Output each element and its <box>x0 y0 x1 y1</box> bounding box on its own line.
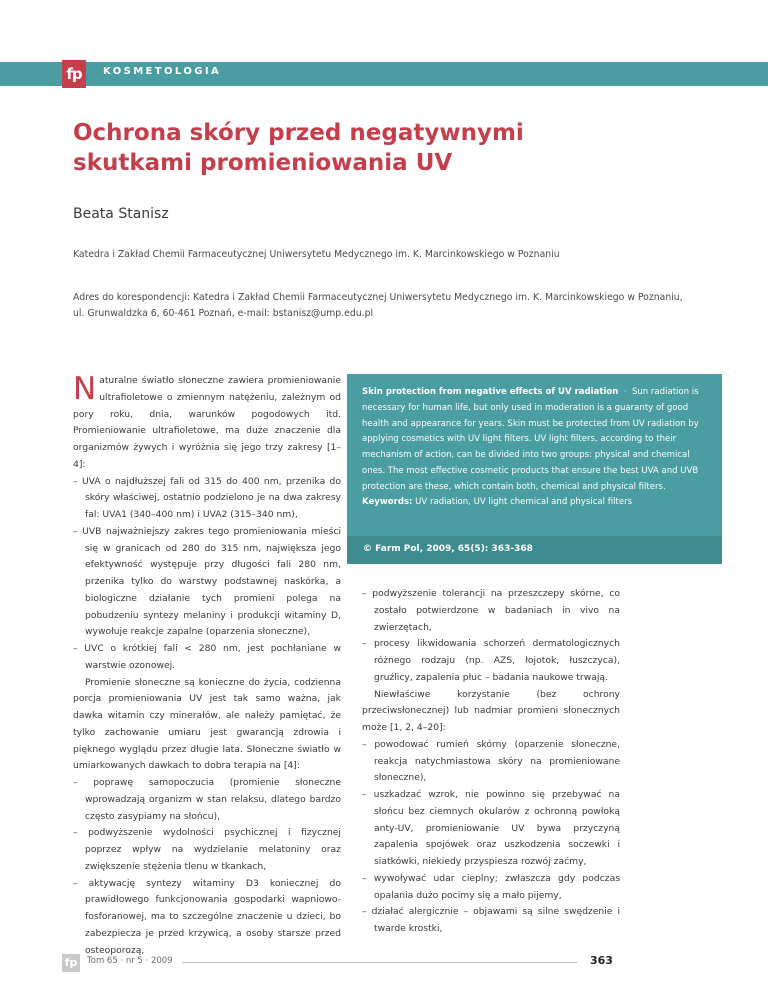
correspondence-line: ul. Grunwaldzka 6, 60-461 Poznań, e-mail: bstanisz@ump.edu.pl <box>73 308 374 319</box>
drop-cap: N <box>73 371 97 407</box>
abstract-heading: Skin protection from negative effects of UV radiation <box>362 387 619 397</box>
citation: © Farm Pol, 2009, 65(5): 363-368 <box>363 544 533 554</box>
body-paragraph: Naturalne światło słoneczne zawiera promieniowanie ultrafioletowe o zmiennym natężeniu, zależnym od pory roku, dnia, warunków pogodowych itd. Promieniowanie ultrafioletowe, ma duże znaczenie dla organizmów żywych i wyróżnia się jego trzy zakresy [1–4]: <box>73 371 341 470</box>
abstract-text <box>362 385 707 511</box>
list-item: – wywoływać udar cieplny; zwłaszcza gdy podczas opalania dużo pocimy się a mało pijemy, <box>362 872 620 901</box>
citation-bar <box>347 536 722 564</box>
journal-logo: fp <box>62 60 86 88</box>
abstract-body: Sun radiation is necessary for human life, but only used in moderation is a guaranty of good health and appearance for years. Skin must be protected from UV radiation by applying cosmetics with UV light filters. UV light filters, according to their mechanism of action, can be divided into two groups: physical and chemical ones. The most effective cosmetic products that ensure the best UVA and UVB protection are these, which contain both, chemical and physical filters. <box>362 387 699 492</box>
correspondence-address <box>73 290 713 322</box>
list-item: – działać alergicznie – objawami są silne swędzenie i twarde krostki, <box>362 906 620 934</box>
list-item: – procesy likwidowania schorzeń dermatologicznych różnego rodzaju (np. AZS, łojotok, łuszczyca), gruźlicy, zapalenia płuc – badania naukowe trwają. <box>362 638 620 683</box>
abstract-separator: · <box>623 387 627 397</box>
issue-info: Tom 65 · nr 5 · 2009 <box>87 956 173 966</box>
abstract-box <box>347 374 722 547</box>
body-paragraph: Promienie słoneczne są konieczne do życia, codzienna porcja promieniowania UV jest tak samo ważna, jak dawka witamin czy minerałów, ale należy pamiętać, że tylko zachowanie umiaru jest gwarancją zdrowia i pięknego wyglądu przez długie lata. Słoneczne światło w umiarkowanych dawkach to dobra terapia na [4]: <box>73 676 341 772</box>
author-affiliation: Katedra i Zakład Chemii Farmaceutycznej Uniwersytetu Medycznego im. K. Marcinkowskiego w Poznaniu <box>73 249 560 260</box>
body-paragraph: Niewłaściwe korzystanie (bez ochrony przeciwsłonecznej) lub nadmiar promieni słonecznych może [1, 2, 4–20]: <box>362 688 620 733</box>
list-item: – powodować rumień skórny (oparzenie słoneczne, reakcja natychmiastowa skóry na promieniowane słoneczne), <box>362 738 620 784</box>
keywords-label: Keywords: <box>362 497 413 508</box>
footer-rule <box>182 962 577 963</box>
body-column-right <box>362 586 620 938</box>
list-item: – aktywację syntezy witaminy D3 koniecznej do prawidłowego funkcjonowania gospodarki wapniowo-fosforanowej, ma to szczególne znaczenie u dzieci, bo zabezpiecza je przed krzywicą, a osoby starsze przed osteoporozą, <box>73 877 341 956</box>
correspondence-line: Adres do korespondencji: Katedra i Zakład Chemii Farmaceutycznej Uniwersytetu Medycznego im. K. Marcinkowskiego w Poznaniu, <box>73 292 683 303</box>
list-item: – podwyższenie wydolności psychicznej i fizycznej poprzez wpływ na wydzielanie melatoniny oraz zwiększenie stężenia tlenu w tkankach, <box>73 827 341 872</box>
keywords: UV radiation, UV light chemical and physical filters <box>415 497 633 508</box>
list-item: – podwyższenie tolerancji na przeszczepy skórne, co zostało potwierdzone w badaniach in vivo na zwierzętach, <box>362 588 620 633</box>
footer-logo: fp <box>62 954 80 972</box>
article-title: Ochrona skóry przed negatywnymi skutkami promieniowania UV <box>73 120 524 176</box>
article-author: Beata Stanisz <box>73 206 169 222</box>
page-number: 363 <box>590 954 613 967</box>
section-label: KOSMETOLOGIA <box>103 66 222 77</box>
body-column-left <box>73 373 341 959</box>
list-item: – uszkadzać wzrok, nie powinno się przebywać na słońcu bez ciemnych okularów z ochronną powłoką anty-UV, promieniowanie UV bywa przyczyną zapalenia spojówek oraz uszkodzenia soczewki i siatkówki, niekiedy przyspiesza rozwój zaćmy, <box>362 789 620 867</box>
list-item: – poprawę samopoczucia (promienie słoneczne wprowadzają organizm w stan relaksu, dlatego bardzo często zasypiamy na słońcu), <box>73 777 341 822</box>
list-item: – UVA o najdłuższej fali od 315 do 400 nm, przenika do skóry właściwej, ostatnio podzielono je na dwa zakresy fal: UVA1 (340–400 nm) i UVA2 (315–340 nm), <box>73 475 341 520</box>
list-item: – UVB najważniejszy zakres tego promieniowania mieści się w granicach od 280 do 315 nm, największa jego efektywność występuje przy długości fali 280 nm, przenika tylko do warstwy podstawnej naskórka, a biologiczne działanie tych promieni polega na pobudzeniu syntezy melaniny i produkcji witaminy D, wywołuje reakcje zapalne (oparzenia słoneczne), <box>73 525 341 638</box>
list-item: – UVC o krótkiej fali < 280 nm, jest pochłaniane w warstwie ozonowej. <box>73 643 341 671</box>
